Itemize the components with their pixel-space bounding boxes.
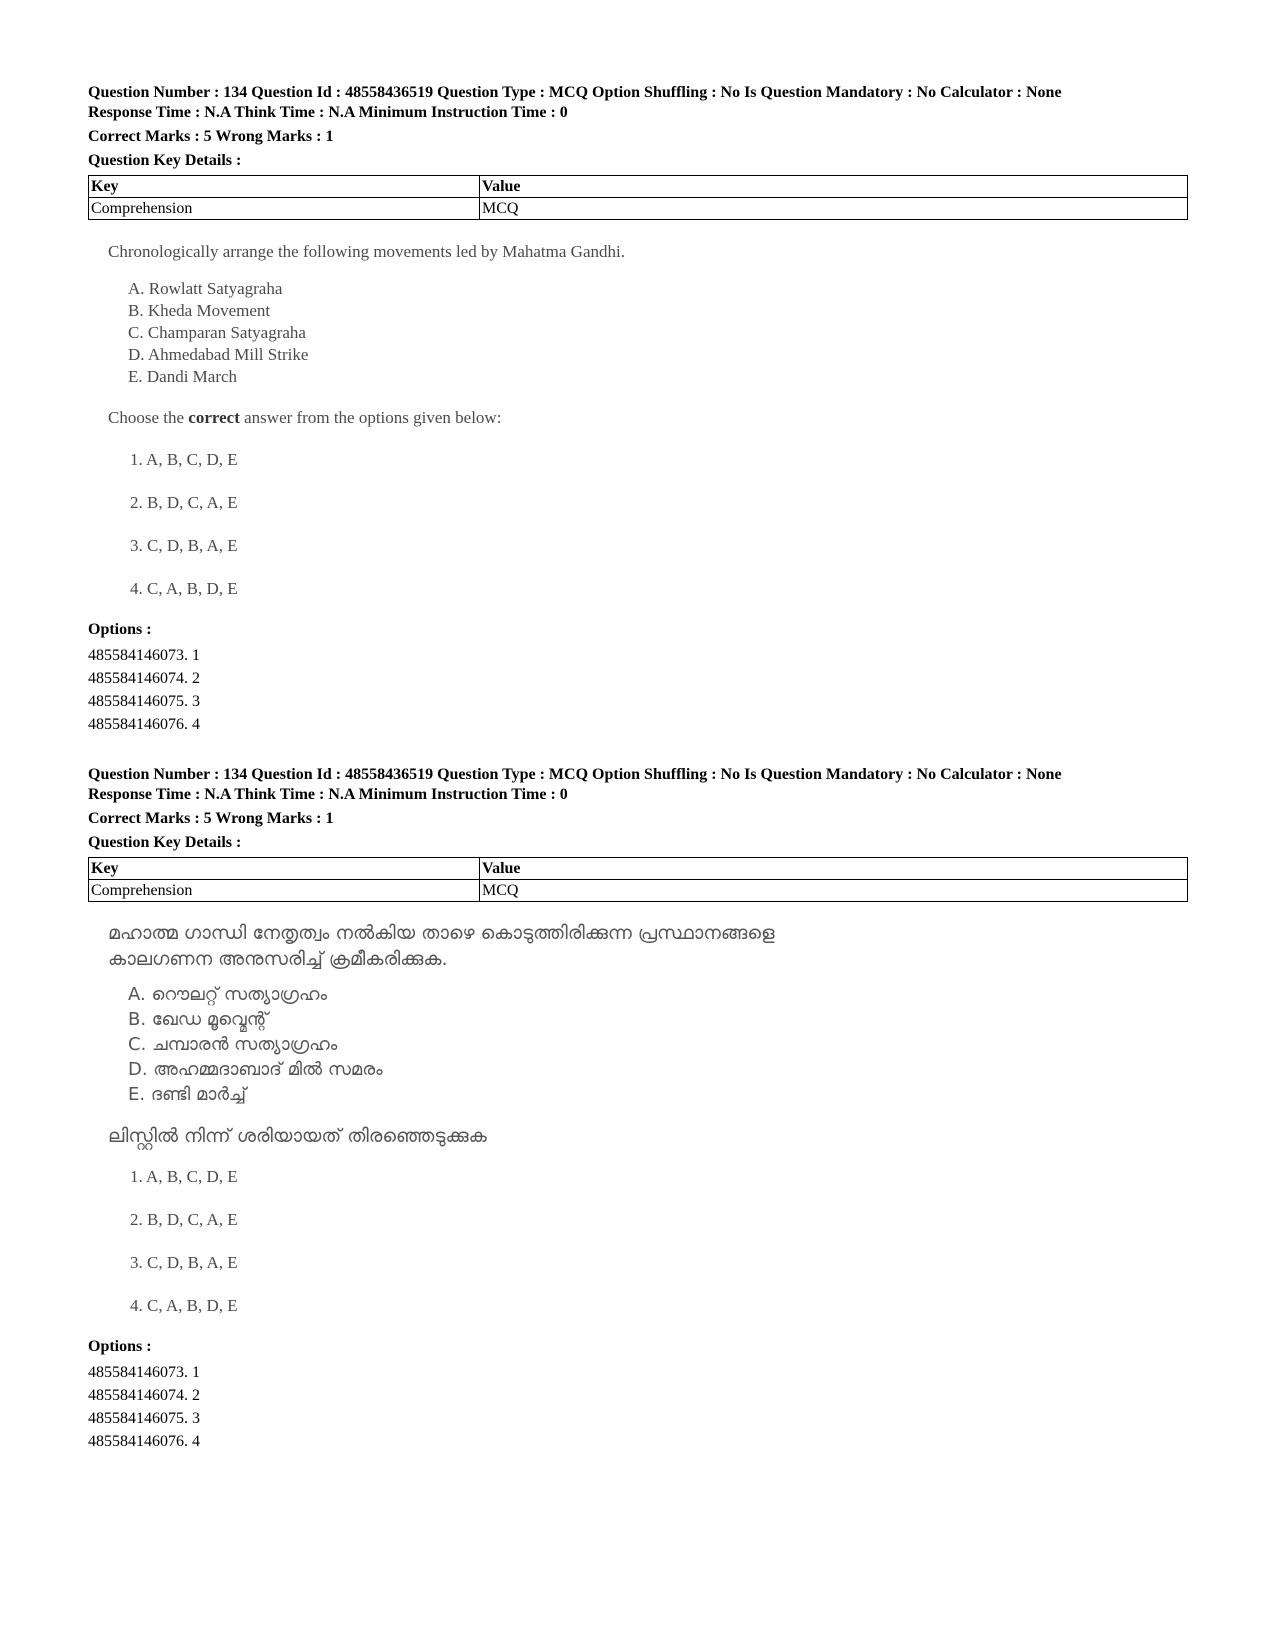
option-item: 485584146076. 4 — [88, 1433, 200, 1450]
table-cell-value: MCQ — [480, 880, 1188, 902]
options-label: Options : — [88, 1338, 152, 1355]
table-cell-key: Comprehension — [89, 880, 480, 902]
answer-choice: 4. C, A, B, D, E — [130, 579, 238, 598]
answer-choice: 2. B, D, C, A, E — [130, 1210, 238, 1229]
choose-prefix: Choose the — [108, 408, 189, 427]
option-item: 485584146074. 2 — [88, 1387, 200, 1404]
list-item: D. Ahmedabad Mill Strike — [128, 345, 309, 364]
question-meta-line-1: Question Number : 134 Question Id : 48558436519 Question Type : MCQ Option Shuffling : No Is Question Mandatory : No Calculator : None — [88, 84, 1062, 101]
table-header-key: Key — [89, 176, 480, 198]
answer-choice: 1. A, B, C, D, E — [130, 1167, 238, 1186]
options-label: Options : — [88, 621, 152, 638]
option-item: 485584146073. 1 — [88, 1364, 200, 1381]
question-content — [108, 240, 1188, 601]
list-item: E. ദണ്ടി മാർച്ച് — [128, 1084, 246, 1105]
option-item: 485584146075. 3 — [88, 1410, 200, 1427]
table-row — [89, 198, 1188, 220]
question-prompt-line-1: മഹാത്മ ഗാന്ധി നേതൃത്വം നൽകിയ താഴെ കൊടുത്തിരിക്കുന്ന പ്രസ്ഥാനങ്ങളെ — [108, 922, 775, 944]
list-item: C. ചമ്പാരൻ സത്യാഗ്രഹം — [128, 1034, 338, 1055]
list-item: A. Rowlatt Satyagraha — [128, 279, 283, 298]
key-details-table — [88, 175, 1188, 220]
table-header-key: Key — [89, 858, 480, 880]
option-item: 485584146073. 1 — [88, 647, 200, 664]
list-item: B. ഖേഡ മൂവ്മെന്റ് — [128, 1009, 268, 1030]
answer-choice: 1. A, B, C, D, E — [130, 450, 238, 469]
table-header-row — [89, 176, 1188, 198]
question-block-malayalam — [88, 765, 1188, 1453]
table-header-value: Value — [480, 176, 1188, 198]
options-list — [88, 644, 1188, 736]
answer-choices — [130, 448, 1188, 601]
answer-choice: 3. C, D, B, A, E — [130, 1253, 238, 1272]
table-row — [89, 880, 1188, 902]
list-item: E. Dandi March — [128, 367, 238, 386]
key-details-table — [88, 857, 1188, 902]
question-content — [108, 920, 1188, 1318]
choose-bold: correct — [188, 408, 240, 427]
key-details-label: Question Key Details : — [88, 834, 242, 851]
table-cell-key: Comprehension — [89, 198, 480, 220]
options-list — [88, 1361, 1188, 1453]
question-meta-line-2: Response Time : N.A Think Time : N.A Minimum Instruction Time : 0 — [88, 104, 568, 121]
question-block-english — [88, 83, 1188, 736]
option-item: 485584146074. 2 — [88, 670, 200, 687]
question-prompt: Chronologically arrange the following movements led by Mahatma Gandhi. — [108, 242, 625, 261]
table-header-row — [89, 858, 1188, 880]
movement-list — [128, 982, 1188, 1107]
question-meta-line-2: Response Time : N.A Think Time : N.A Minimum Instruction Time : 0 — [88, 786, 568, 803]
table-cell-value: MCQ — [480, 198, 1188, 220]
question-meta-line-1: Question Number : 134 Question Id : 48558436519 Question Type : MCQ Option Shuffling : No Is Question Mandatory : No Calculator : None — [88, 766, 1062, 783]
choose-instruction — [108, 406, 1188, 430]
list-item: D. അഹമ്മദാബാദ് മിൽ സമരം — [128, 1059, 383, 1080]
choose-suffix: answer from the options given below: — [239, 408, 502, 427]
key-details-label: Question Key Details : — [88, 152, 242, 169]
movement-list — [128, 278, 1188, 388]
marks-line: Correct Marks : 5 Wrong Marks : 1 — [88, 128, 334, 145]
option-item: 485584146076. 4 — [88, 716, 200, 733]
answer-choice: 2. B, D, C, A, E — [130, 493, 238, 512]
table-header-value: Value — [480, 858, 1188, 880]
marks-line: Correct Marks : 5 Wrong Marks : 1 — [88, 810, 334, 827]
list-item: C. Champaran Satyagraha — [128, 323, 306, 342]
answer-choice: 4. C, A, B, D, E — [130, 1296, 238, 1315]
answer-choices — [130, 1165, 1188, 1318]
choose-instruction: ലിസ്റ്റിൽ നിന്ന് ശരിയായത് തിരഞ്ഞെടുക്കുക — [108, 1125, 487, 1147]
question-prompt-line-2: കാലഗണന അനുസരിച്ച് ക്രമീകരിക്കുക. — [108, 948, 448, 970]
option-item: 485584146075. 3 — [88, 693, 200, 710]
list-item: B. Kheda Movement — [128, 301, 271, 320]
list-item: A. റൌലറ്റ് സത്യാഗ്രഹം — [128, 984, 328, 1005]
answer-choice: 3. C, D, B, A, E — [130, 536, 238, 555]
